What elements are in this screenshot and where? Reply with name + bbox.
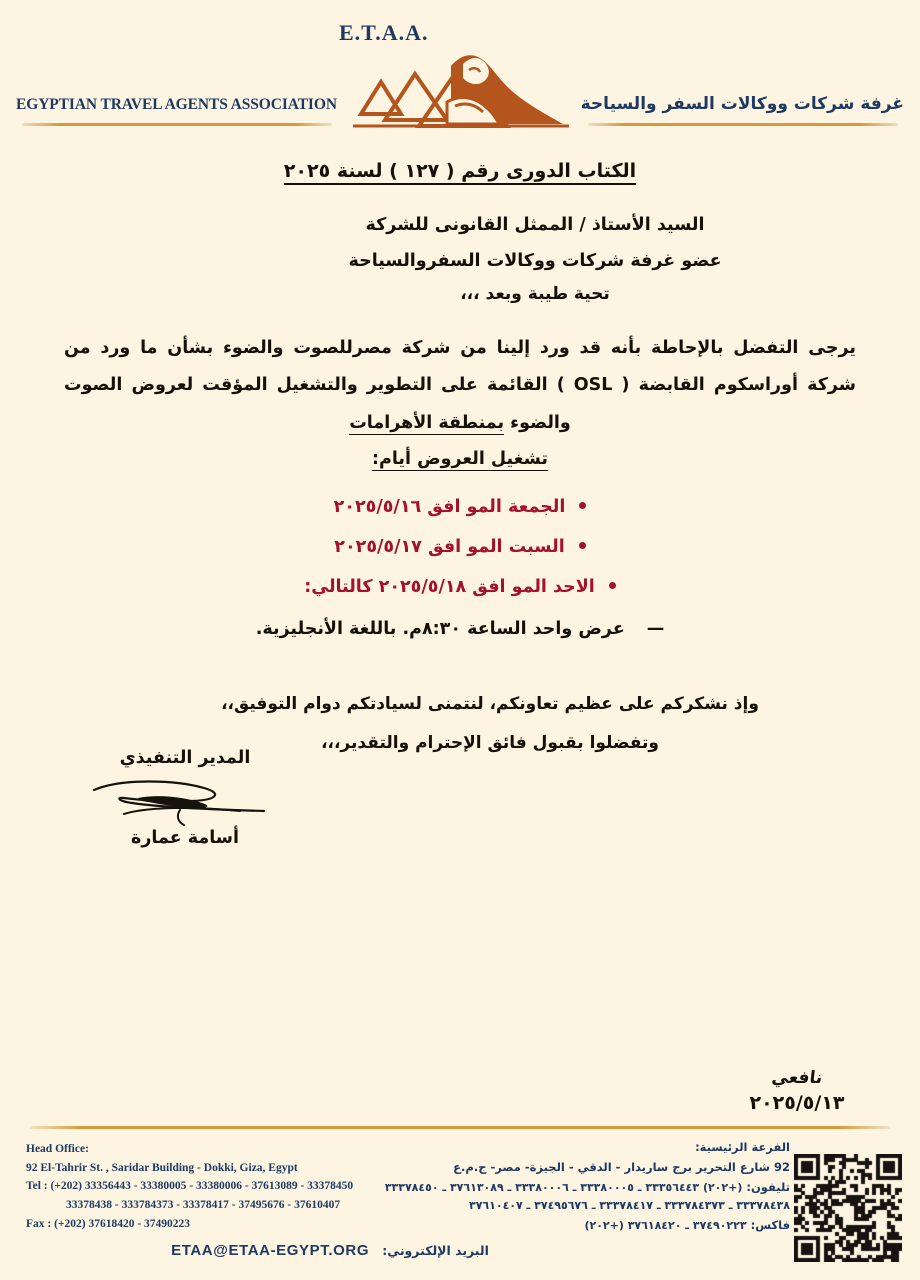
list-item-label: الاحد المو افق ٢٠٢٥/٥/١٨ كالتالي: xyxy=(304,577,595,598)
list-item xyxy=(0,567,920,607)
header-divider-right xyxy=(588,123,898,126)
footer-head-office-label-en: Head Office: xyxy=(26,1143,89,1155)
footer-address-ar: 92 شارع التحرير برج ساريدار - الدقي - الجيزة- مصر- ج.م.ع xyxy=(453,1159,790,1174)
recipient-line-1: السيد الأستاذ / الممثل القانونى للشركة xyxy=(365,215,705,235)
show-detail-item xyxy=(0,619,920,639)
footer-fax-row-ar xyxy=(370,1216,790,1236)
footer-divider xyxy=(30,1126,890,1129)
footer-email-row xyxy=(0,1240,660,1259)
header-english-name: EGYPTIAN TRAVEL AGENTS ASSOCIATION xyxy=(16,96,337,113)
pyramids-sphinx-logo-icon xyxy=(323,40,588,140)
circular-title xyxy=(0,160,920,182)
signature-title: المدير التنفيذي xyxy=(119,748,251,768)
signature-name: أسامة عمارة xyxy=(131,828,239,848)
handwritten-note-word: نافعي xyxy=(770,1068,824,1088)
footer-email-value[interactable]: ETAA@ETAA-EGYPT.ORG xyxy=(171,1242,370,1259)
main-paragraph-underlined: بمنطقة الأهرامات xyxy=(349,413,505,433)
bullet-dot-icon xyxy=(609,582,616,589)
show-days-list xyxy=(0,487,920,608)
footer-english-contact xyxy=(26,1140,426,1233)
footer-arabic-contact xyxy=(370,1138,790,1236)
footer-tel-label-ar: تليفون: xyxy=(746,1179,790,1194)
schedule-subheading xyxy=(0,449,920,469)
circular-title-text: الكتاب الدورى رقم ( ١٢٧ ) لسنة ٢٠٢٥ xyxy=(284,160,636,185)
recipient-line-2: عضو غرفة شركات ووكالات السفروالسياحة xyxy=(348,250,722,271)
letterhead-footer xyxy=(0,1136,920,1280)
qr-code[interactable] xyxy=(794,1154,902,1262)
footer-fax-line-ar: ٣٧٤٩٠٢٢٣ ـ ٣٧٦١٨٤٢٠ (+٢٠٢) xyxy=(584,1219,747,1233)
qr-code-icon xyxy=(794,1154,902,1262)
list-item-label: الجمعة المو افق ٢٠٢٥/٥/١٦ xyxy=(333,496,566,517)
handwritten-note xyxy=(722,1068,872,1114)
greeting-line: تحية طيبة وبعد ،،، xyxy=(460,283,610,304)
signature-mark xyxy=(70,770,300,828)
header-arabic-name: غرفة شركات ووكالات السفر والسياحة xyxy=(580,94,904,114)
signature-block xyxy=(70,748,300,848)
footer-address-en: 92 El-Tahrir St. , Saridar Building - Dokki, Giza, Egypt xyxy=(26,1161,298,1174)
footer-tel-row-1-ar xyxy=(370,1178,790,1198)
main-paragraph xyxy=(64,330,856,443)
schedule-subheading-text: تشغيل العروض أيام: xyxy=(372,448,548,469)
list-item-label: السبت المو افق ٢٠٢٥/٥/١٧ xyxy=(334,536,565,557)
document-body xyxy=(0,150,920,764)
footer-tel-line-1-ar: (+٢٠٢) ٣٣٣٥٦٤٤٣ ـ ٣٣٣٨٠٠٠٥ ـ ٣٣٣٨٠٠٠٦ ـ ٣٧٦١٣٠٨٩ ـ ٣٣٣٧٨٤٥٠ xyxy=(384,1180,743,1194)
footer-fax-label-ar: فاكس: xyxy=(750,1218,790,1233)
handwritten-signature-icon xyxy=(80,770,290,828)
footer-tel-line-2-en: 33378438 - 333784373 - 33378417 - 37495676 - 37610407 xyxy=(66,1198,341,1211)
bullet-dot-icon xyxy=(579,542,586,549)
handwritten-note-date: ٢٠٢٥/٥/١٣ xyxy=(749,1092,845,1114)
footer-tel-line-1-en: Tel : (+202) 33356443 - 33380005 - 33380006 - 37613089 - 33378450 xyxy=(26,1180,354,1193)
bullet-dot-icon xyxy=(579,502,586,509)
list-item xyxy=(0,527,920,567)
show-detail-label: عرض واحد الساعة ٨:٣٠م. باللغة الأنجليزية. xyxy=(255,619,625,640)
list-item xyxy=(0,487,920,527)
footer-fax-en: Fax : (+202) 37618420 - 37490223 xyxy=(26,1217,191,1230)
footer-head-office-label-ar: الفرعة الرئيسية: xyxy=(695,1140,790,1154)
etaa-acronym-text: E.T.A.A. xyxy=(339,20,429,45)
letterhead-header xyxy=(0,0,920,150)
main-paragraph-text: يرجى التفضل بالإحاطة بأنه قد ورد إلينا من شركة مصرللصوت والضوء بشأن ما ورد من شركة أوراسكوم القابضة ( OSL ) القائمة على التطوير والتشغيل المؤقت لعروض الصوت والضوء xyxy=(64,337,856,433)
closing-line-2: وتفضلوا بقبول فائق الإحترام والتقدير،،، xyxy=(321,733,659,754)
dash-marker-icon: — xyxy=(646,619,665,640)
closing-line-1: وإذ نشكركم على عظيم تعاونكم، لنتمنى لسيادتكم دوام التوفيق،، xyxy=(221,694,759,715)
association-logo xyxy=(315,16,605,141)
recipient-block xyxy=(0,208,920,304)
footer-email-label: البريد الإلكتروني: xyxy=(382,1243,489,1258)
footer-tel-line-2-ar: ٣٣٣٧٨٤٣٨ ـ ٣٣٣٧٨٤٣٧٣ ـ ٣٣٣٧٨٤١٧ ـ ٣٧٤٩٥٦٧٦ ـ ٣٧٦١٠٤٠٧ xyxy=(469,1199,790,1213)
header-divider-left xyxy=(22,123,332,126)
